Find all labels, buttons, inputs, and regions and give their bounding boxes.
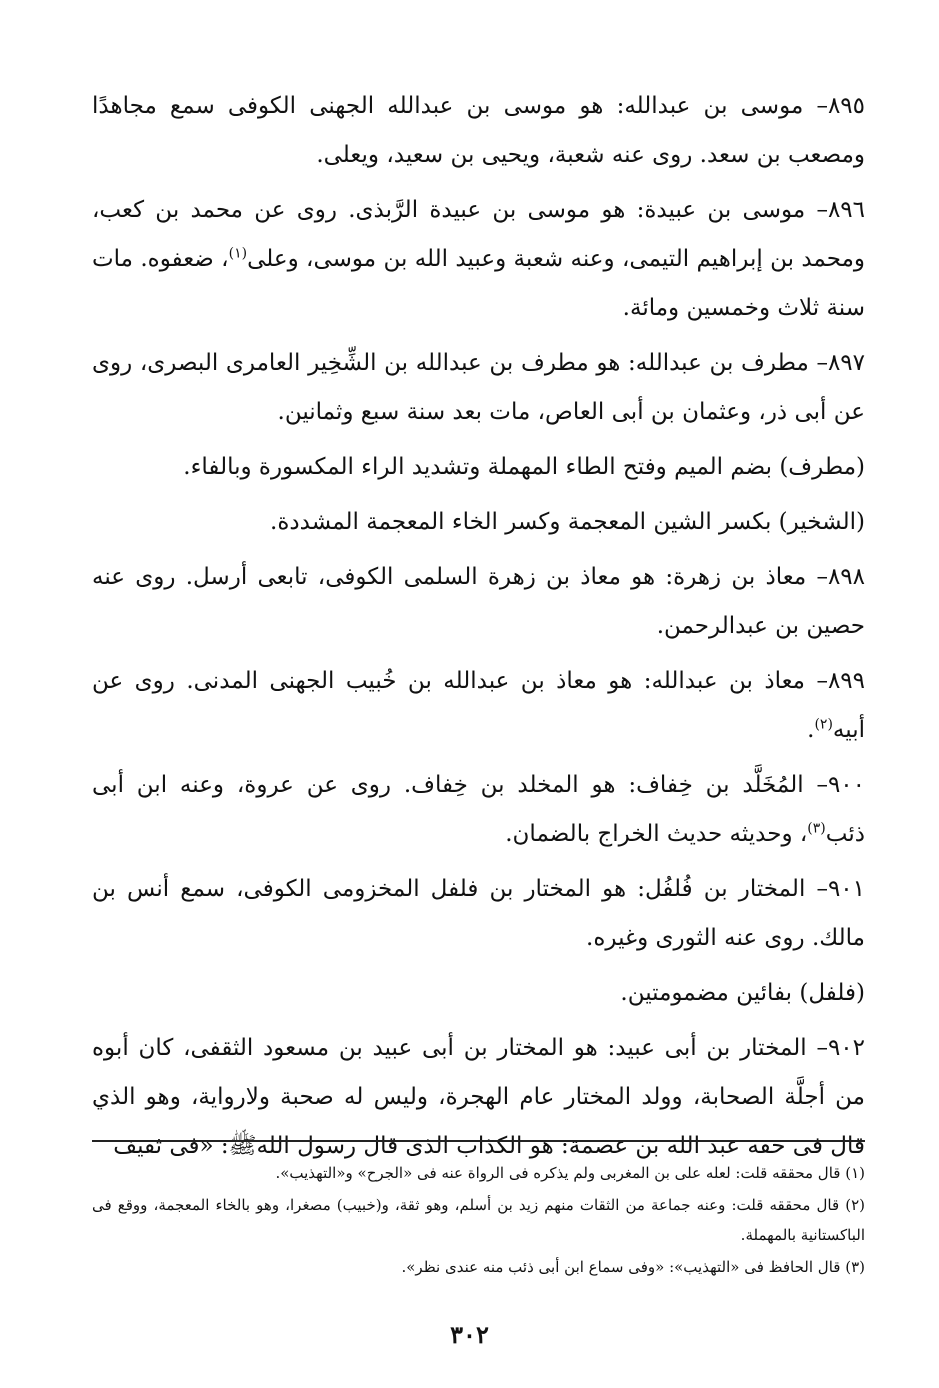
- entry-text: ، ضعفوه. مات سنة ثلاث وخمسين ومائة.: [92, 246, 865, 321]
- entry-900: [92, 761, 865, 859]
- entry-text: المختار بن أبى عبيد: هو المختار بن أبى عبيد بن مسعود الثقفى، كان أبوه من أجلَّة الصحابة، وولد المختار عام الهجرة، وليس له صحبة ولارواية، وهو الذي قال فى حقه عبد الله بن عصمة: هو الكذاب الذى قال رسول اللهﷺ: «فى ثقيف: [92, 1035, 865, 1159]
- entry-text: المُخَلَّد بن خِفاف: هو المخلد بن خِفاف. روى عن عروة، وعنه ابن أبى ذئب: [92, 772, 865, 847]
- note-shikhkhir: (الشخير) بكسر الشين المعجمة وكسر الخاء المعجمة المشددة.: [270, 509, 865, 535]
- entry-number: ٩٠١–: [816, 876, 865, 902]
- entry-901: [92, 865, 865, 963]
- entry-text: ، وحديثه حديث الخراج بالضمان.: [505, 821, 808, 847]
- footnote-ref: (٢): [814, 716, 833, 733]
- entry-text: موسى بن عبيدة: هو موسى بن عبيدة الرَّبذى. روى عن محمد بن كعب، ومحمد بن إبراهيم التيمى، وعنه شعبة وعبيد الله بن موسى، وعلى: [92, 197, 865, 272]
- entry-text: المختار بن فُلفُل: هو المختار بن فلفل المخزومى الكوفى، سمع أنس بن مالك. روى عنه الثورى وغيره.: [92, 876, 865, 951]
- entry-number: ٩٠٠–: [816, 772, 866, 798]
- note-fulful: (فلفل) بفائين مضمومتين.: [620, 980, 865, 1006]
- entry-896: [92, 186, 865, 333]
- entry-number: ٨٩٩–: [816, 668, 866, 694]
- entry-number: ٩٠٢–: [816, 1035, 865, 1061]
- page-number: ٣٠٢: [450, 1320, 489, 1349]
- entry-895: [92, 82, 865, 180]
- entry-number: ٨٩٧–: [816, 350, 865, 376]
- entry-number: ٨٩٨–: [816, 564, 865, 590]
- footnotes: [92, 1140, 865, 1284]
- entry-number: ٨٩٥–: [816, 93, 865, 119]
- entry-897: [92, 339, 865, 437]
- footnote-2: (٢) قال محققه قلت: وعنه جماعة من الثقات منهم زيد بن أسلم، وهو ثقة، و(خبيب) مصغرا، وهو بالخاء المعجمة، ووقع فى الباكستانية بالمهملة.: [92, 1196, 865, 1244]
- entry-text: معاذ بن عبدالله: هو معاذ بن عبدالله بن خُبيب الجهنى المدنى. روى عن أبيه: [92, 668, 865, 743]
- entry-899: [92, 657, 865, 755]
- entry-number: ٨٩٦–: [816, 197, 865, 223]
- entry-text: .: [807, 717, 815, 743]
- footnote-ref: (٣): [807, 820, 826, 837]
- entry-898: [92, 553, 865, 651]
- entry-text: مطرف بن عبدالله: هو مطرف بن عبدالله بن الشِّخِير العامرى البصرى، روى عن أبى ذر، وعثمان بن أبى العاص، مات بعد سنة سبع وثمانين.: [92, 350, 865, 425]
- footnote-ref: (١): [228, 245, 248, 262]
- entry-text: موسى بن عبدالله: هو موسى بن عبدالله الجهنى الكوفى سمع مجاهدًا ومصعب بن سعد. روى عنه شعبة، ويحيى بن سعيد، ويعلى.: [92, 93, 865, 168]
- footnote-1: (١) قال محققه قلت: لعله على بن المغربى ولم يذكره فى الرواة عنه فى «الجرح» و«التهذيب».: [275, 1164, 865, 1182]
- footnote-3: (٣) قال الحافظ فى «التهذيب»: «وفى سماع ابن أبى ذئب منه عندى نظر».: [401, 1258, 865, 1276]
- main-text: [92, 82, 865, 1177]
- note-mutarrif: (مطرف) بضم الميم وفتح الطاء المهملة وتشديد الراء المكسورة وبالفاء.: [183, 454, 865, 480]
- entry-text: معاذ بن زهرة: هو معاذ بن زهرة السلمى الكوفى، تابعى أرسل. روى عنه حصين بن عبدالرحمن.: [92, 564, 865, 639]
